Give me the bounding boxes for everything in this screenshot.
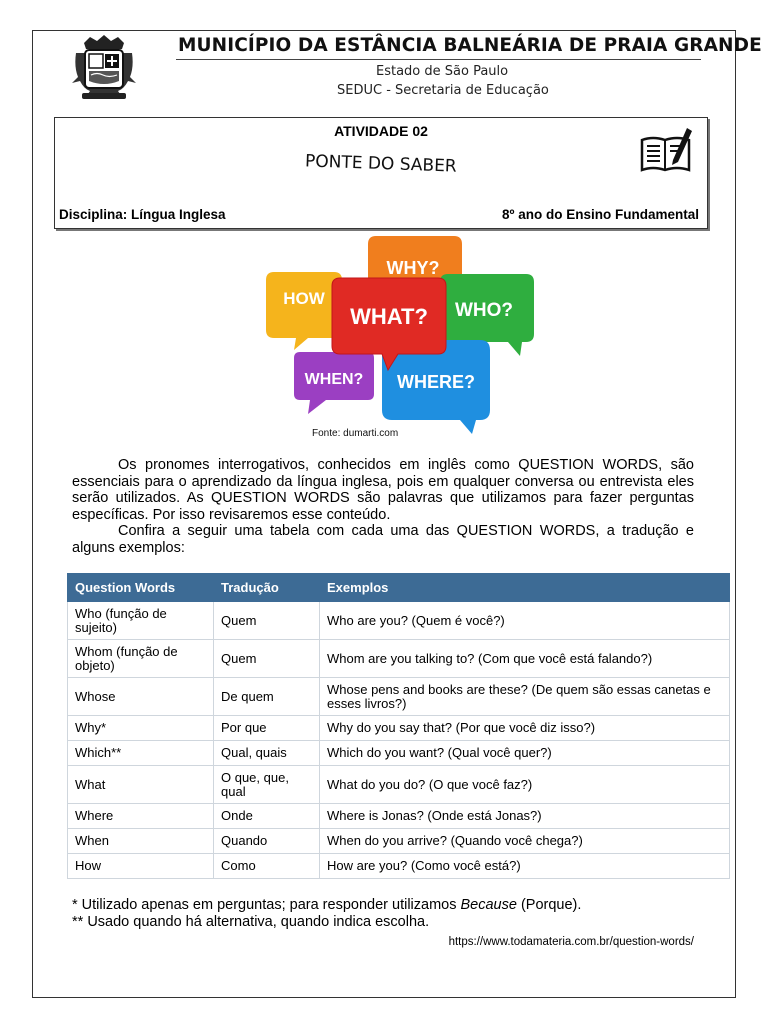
footnote-alternative: ** Usado quando há alternativa, quando indica escolha. <box>72 914 430 930</box>
question-words-illustration <box>264 234 540 434</box>
cell-question-word: When <box>68 829 214 854</box>
cell-example: Whose pens and books are these? (De quem são essas canetas e esses livros?) <box>320 678 730 716</box>
cell-question-word: How <box>68 854 214 879</box>
where-label: WHERE? <box>397 372 475 392</box>
header-divider <box>176 59 701 60</box>
when-label: WHEN? <box>304 371 364 388</box>
department-name: SEDUC - Secretaria de Educação <box>337 83 549 98</box>
cell-example: Whom are you talking to? (Com que você está falando?) <box>320 640 730 678</box>
intro-paragraph-1: Os pronomes interrogativos, conhecidos em inglês como QUESTION WORDS, são essenciais para o aprendizado da língua inglesa, pois em qualquer conversa ou entrevista eles serão utilizados. As QUESTION WORDS são palavras que utilizamos para fazer perguntas específicas. Por isso revisaremos esse conteúdo. <box>72 457 694 523</box>
state-name: Estado de São Paulo <box>376 64 509 79</box>
who-label: WHO? <box>454 300 514 321</box>
cell-question-word: Why* <box>68 716 214 741</box>
table-row <box>68 602 730 640</box>
column-header-question-words: Question Words <box>68 574 214 602</box>
cell-example: Why do you say that? (Por que você diz isso?) <box>320 716 730 741</box>
table-row <box>68 854 730 879</box>
cell-translation: Quem <box>214 602 320 640</box>
municipality-title: MUNICÍPIO DA ESTÂNCIA BALNEÁRIA DE PRAIA GRANDE <box>178 35 762 56</box>
footnote-1-text: * Utilizado apenas em perguntas; para responder utilizamos <box>72 897 461 913</box>
footnote-1-italic: Because <box>460 897 517 913</box>
intro-paragraph-2: Confira a seguir uma tabela com cada uma das QUESTION WORDS, a tradução e alguns exemplos: <box>72 523 694 556</box>
image-caption: Fonte: dumarti.com <box>312 428 399 439</box>
table-row <box>68 640 730 678</box>
table-row <box>68 678 730 716</box>
table-row <box>68 829 730 854</box>
discipline-label: Disciplina: Língua Inglesa <box>59 207 226 222</box>
cell-question-word: Whose <box>68 678 214 716</box>
question-words-table <box>67 573 730 879</box>
cell-example: Where is Jonas? (Onde está Jonas?) <box>320 804 730 829</box>
cell-question-word: Who (função de sujeito) <box>68 602 214 640</box>
table-row <box>68 766 730 804</box>
table-row <box>68 741 730 766</box>
column-header-examples: Exemplos <box>320 574 730 602</box>
cell-translation: Quando <box>214 829 320 854</box>
cell-question-word: What <box>68 766 214 804</box>
cell-translation: Quem <box>214 640 320 678</box>
cell-question-word: Which** <box>68 741 214 766</box>
activity-subtitle: PONTE DO SABER <box>304 151 458 177</box>
column-header-translation: Tradução <box>214 574 320 602</box>
why-label: WHY? <box>386 258 440 278</box>
cell-example: How are you? (Como você está?) <box>320 854 730 879</box>
what-label: WHAT? <box>350 304 428 329</box>
cell-translation: De quem <box>214 678 320 716</box>
activity-title: ATIVIDADE 02 <box>334 123 428 139</box>
table-row <box>68 804 730 829</box>
cell-translation: O que, que, qual <box>214 766 320 804</box>
activity-box <box>54 117 708 229</box>
how-label: HOW <box>283 289 325 308</box>
cell-example: Which do you want? (Qual você quer?) <box>320 741 730 766</box>
book-pencil-icon <box>639 122 693 174</box>
cell-example: What do you do? (O que você faz?) <box>320 766 730 804</box>
when-bubble <box>294 352 374 414</box>
how-bubble <box>266 272 342 350</box>
grade-label: 8º ano do Ensino Fundamental <box>502 207 699 222</box>
cell-question-word: Whom (função de objeto) <box>68 640 214 678</box>
cell-translation: Qual, quais <box>214 741 320 766</box>
cell-question-word: Where <box>68 804 214 829</box>
footnote-because <box>72 897 581 913</box>
cell-translation: Como <box>214 854 320 879</box>
cell-translation: Onde <box>214 804 320 829</box>
source-link[interactable]: https://www.todamateria.com.br/question-words/ <box>448 936 694 948</box>
table-row <box>68 716 730 741</box>
footnote-1-end: (Porque). <box>516 897 582 913</box>
municipal-crest-logo <box>70 33 138 103</box>
cell-example: When do you arrive? (Quando você chega?) <box>320 829 730 854</box>
table-header-row <box>68 574 730 602</box>
cell-translation: Por que <box>214 716 320 741</box>
cell-example: Who are you? (Quem é você?) <box>320 602 730 640</box>
